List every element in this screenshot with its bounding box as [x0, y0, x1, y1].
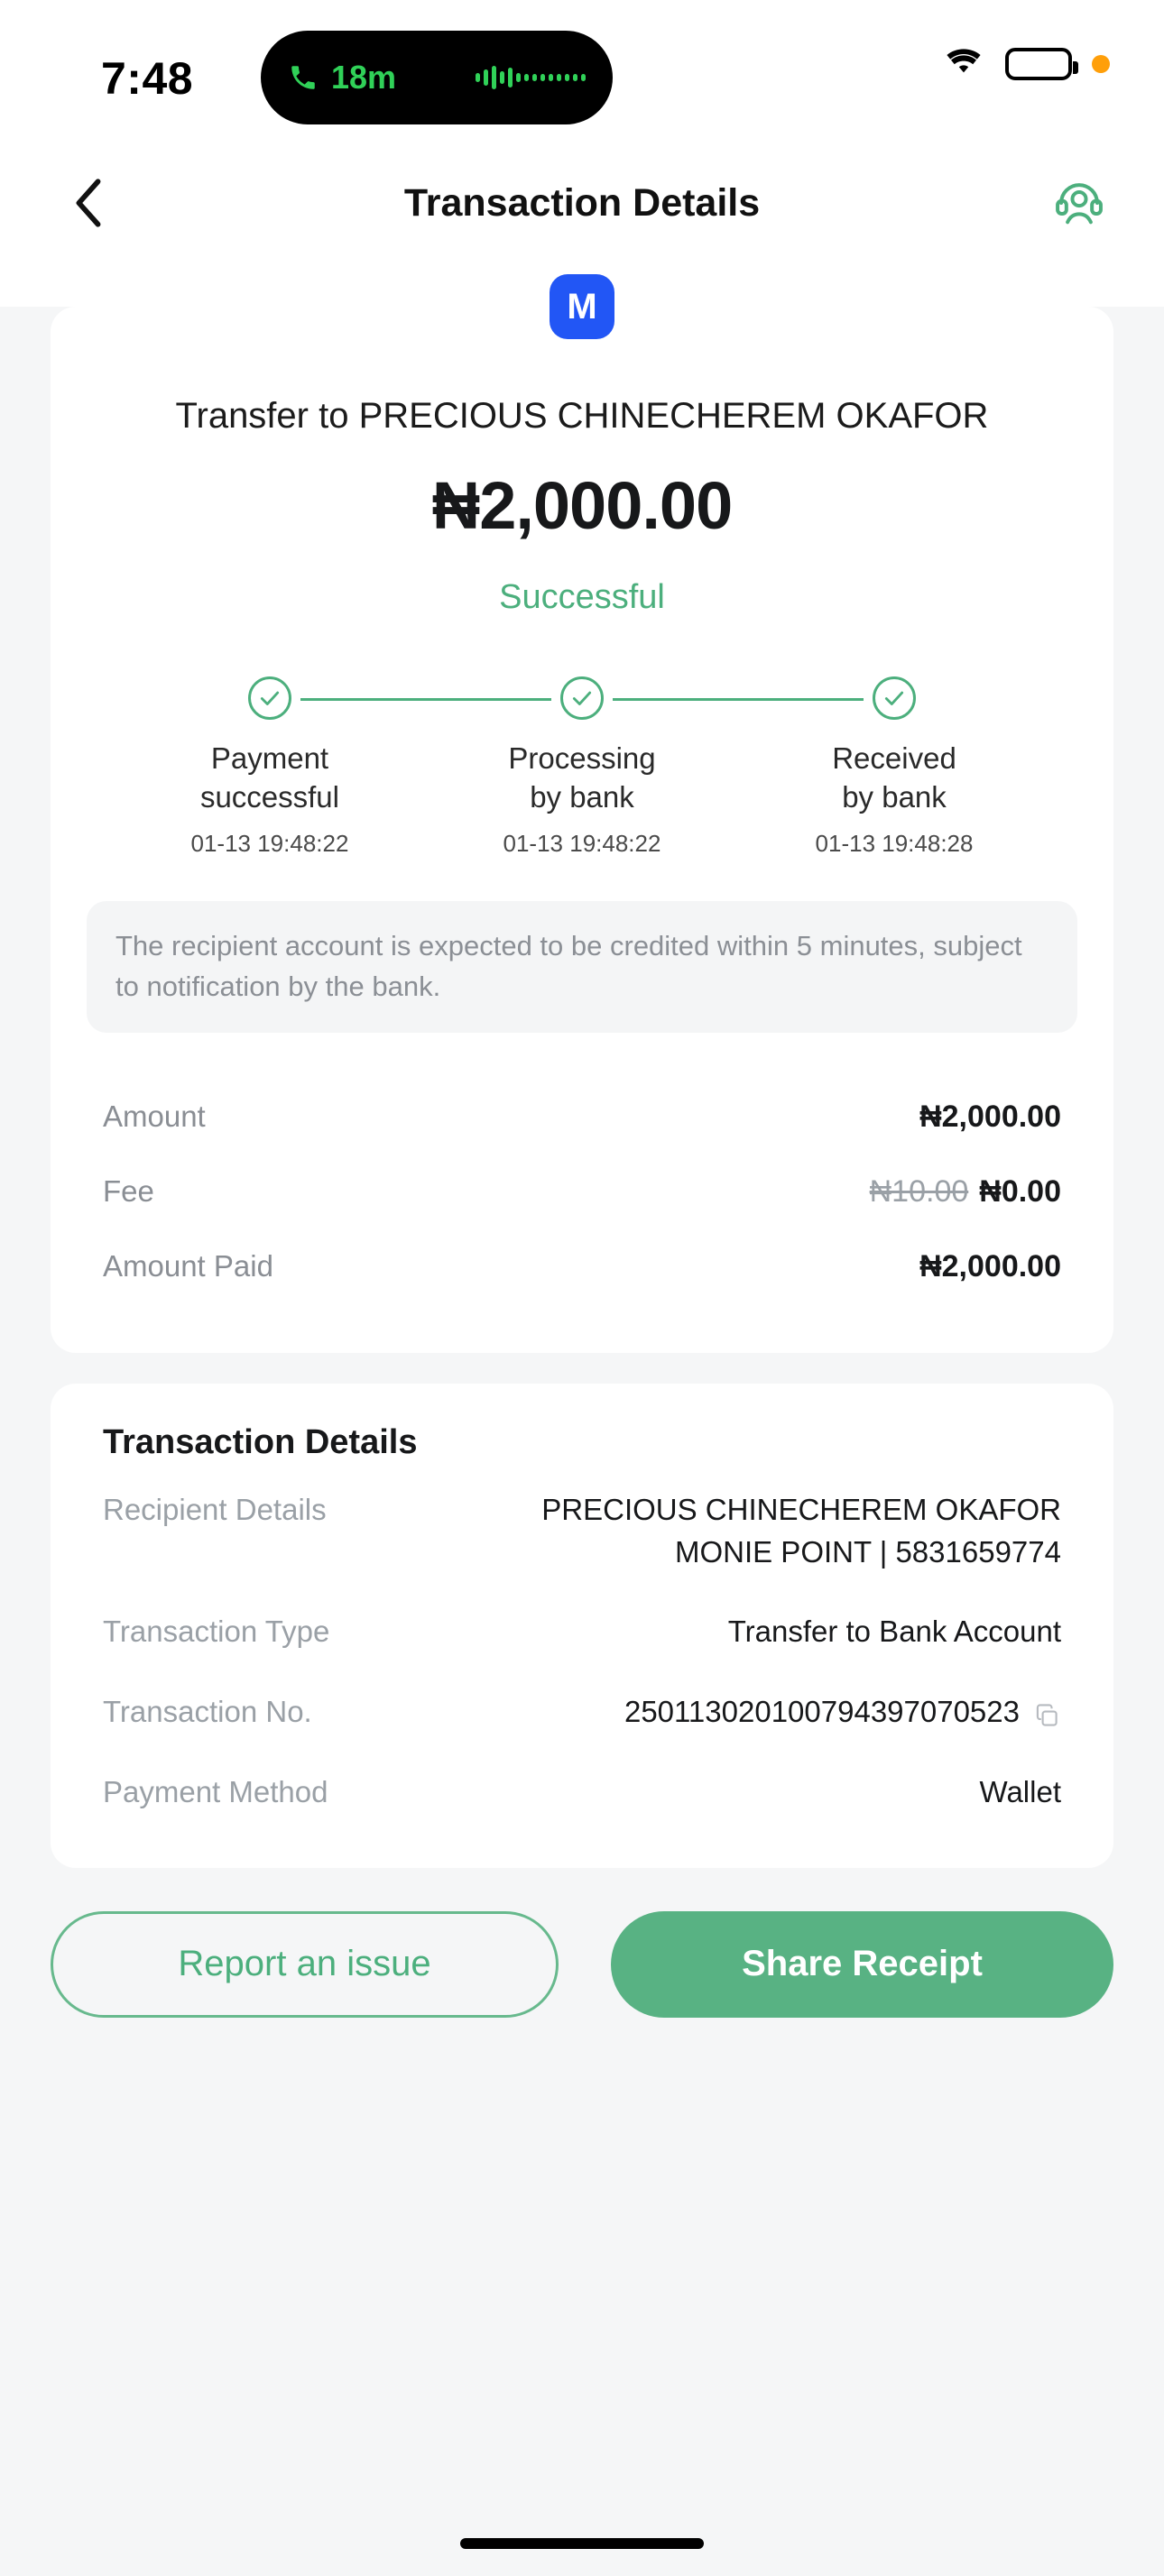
step-label — [738, 740, 1050, 817]
call-waveform-icon — [476, 62, 586, 93]
amount-paid-row-key: Amount Paid — [103, 1248, 273, 1283]
step-label-line1: Received — [832, 741, 956, 775]
recipient-name: PRECIOUS CHINECHEREM OKAFOR — [541, 1492, 1061, 1526]
check-circle-icon — [873, 676, 916, 720]
page-content — [0, 286, 1164, 2576]
merchant-logo-letter: M — [550, 274, 614, 339]
amount-breakdown-list — [87, 1080, 1077, 1304]
phone-icon — [288, 62, 319, 93]
transaction-number-key: Transaction No. — [103, 1695, 312, 1729]
orange-status-dot — [1092, 55, 1110, 73]
step-received-by-bank — [738, 676, 1050, 858]
check-circle-icon — [560, 676, 604, 720]
call-duration-label: 18m — [331, 59, 397, 96]
battery-icon — [1005, 48, 1072, 80]
details-section-title: Transaction Details — [103, 1422, 418, 1461]
transfer-title: Transfer to PRECIOUS CHINECHEREM OKAFOR — [175, 396, 989, 436]
transaction-type-value: Transfer to Bank Account — [727, 1615, 1061, 1649]
action-buttons — [51, 1911, 1113, 2018]
fee-row — [87, 1155, 1077, 1229]
amount-paid-row — [87, 1229, 1077, 1304]
transaction-number-value-group — [588, 1691, 1061, 1734]
payment-method-row — [87, 1744, 1077, 1825]
transaction-status: Successful — [499, 578, 665, 616]
home-indicator[interactable] — [460, 2538, 704, 2549]
share-receipt-button[interactable]: Share Receipt — [611, 1911, 1113, 2018]
step-processing-by-bank — [426, 676, 738, 858]
status-bar-indicators — [942, 45, 1110, 82]
transaction-details-card — [51, 1384, 1113, 1868]
step-label-line2: successful — [199, 779, 339, 814]
transaction-type-row — [87, 1584, 1077, 1664]
back-button[interactable] — [63, 178, 114, 228]
transaction-number-value: 250113020100794397070523 — [624, 1695, 1020, 1729]
recipient-bank-account: MONIE POINT | 5831659774 — [674, 1534, 1061, 1569]
wifi-icon — [942, 45, 985, 82]
transaction-number-row — [87, 1664, 1077, 1744]
customer-support-icon[interactable] — [1050, 174, 1108, 232]
report-issue-button[interactable]: Report an issue — [51, 1911, 559, 2018]
amount-row-key: Amount — [103, 1099, 206, 1133]
fee-row-value-group — [870, 1174, 1061, 1210]
step-timestamp: 01-13 19:48:22 — [503, 829, 661, 857]
call-activity-group — [288, 59, 396, 97]
fee-discounted-value: ₦0.00 — [979, 1173, 1061, 1209]
merchant-logo — [530, 254, 634, 359]
step-timestamp: 01-13 19:48:22 — [190, 829, 349, 857]
transaction-progress-stepper — [87, 676, 1077, 858]
check-circle-icon — [248, 676, 291, 720]
recipient-details-value — [505, 1489, 1061, 1574]
transaction-amount: ₦2,000.00 — [431, 468, 733, 543]
step-label-line2: by bank — [530, 779, 634, 814]
credit-notice-banner: The recipient account is expected to be credited within 5 minutes, subject to notification by the bank. — [87, 901, 1077, 1033]
status-bar — [0, 0, 1164, 153]
recipient-details-row — [87, 1462, 1077, 1585]
step-timestamp: 01-13 19:48:28 — [815, 829, 974, 857]
payment-method-value: Wallet — [979, 1775, 1061, 1809]
step-label — [114, 740, 426, 817]
navigation-bar — [0, 153, 1164, 253]
transaction-summary-card — [51, 286, 1113, 1353]
amount-paid-row-value: ₦2,000.00 — [919, 1248, 1061, 1283]
status-bar-time: 7:48 — [101, 53, 194, 104]
amount-row — [87, 1080, 1077, 1155]
step-label — [426, 740, 738, 817]
amount-row-value: ₦2,000.00 — [919, 1099, 1061, 1134]
fee-row-key: Fee — [103, 1173, 154, 1208]
step-label-line1: Payment — [210, 741, 329, 775]
page-title: Transaction Details — [403, 180, 761, 225]
payment-method-key: Payment Method — [103, 1775, 328, 1809]
step-payment-successful — [114, 676, 426, 858]
step-label-line2: by bank — [842, 779, 947, 814]
transaction-type-key: Transaction Type — [103, 1615, 330, 1649]
fee-original-value: ₦10.00 — [869, 1173, 969, 1209]
dynamic-island-call-activity[interactable] — [261, 31, 613, 124]
recipient-details-key: Recipient Details — [103, 1492, 327, 1526]
step-label-line1: Processing — [508, 741, 656, 775]
copy-icon[interactable] — [1034, 1699, 1061, 1726]
